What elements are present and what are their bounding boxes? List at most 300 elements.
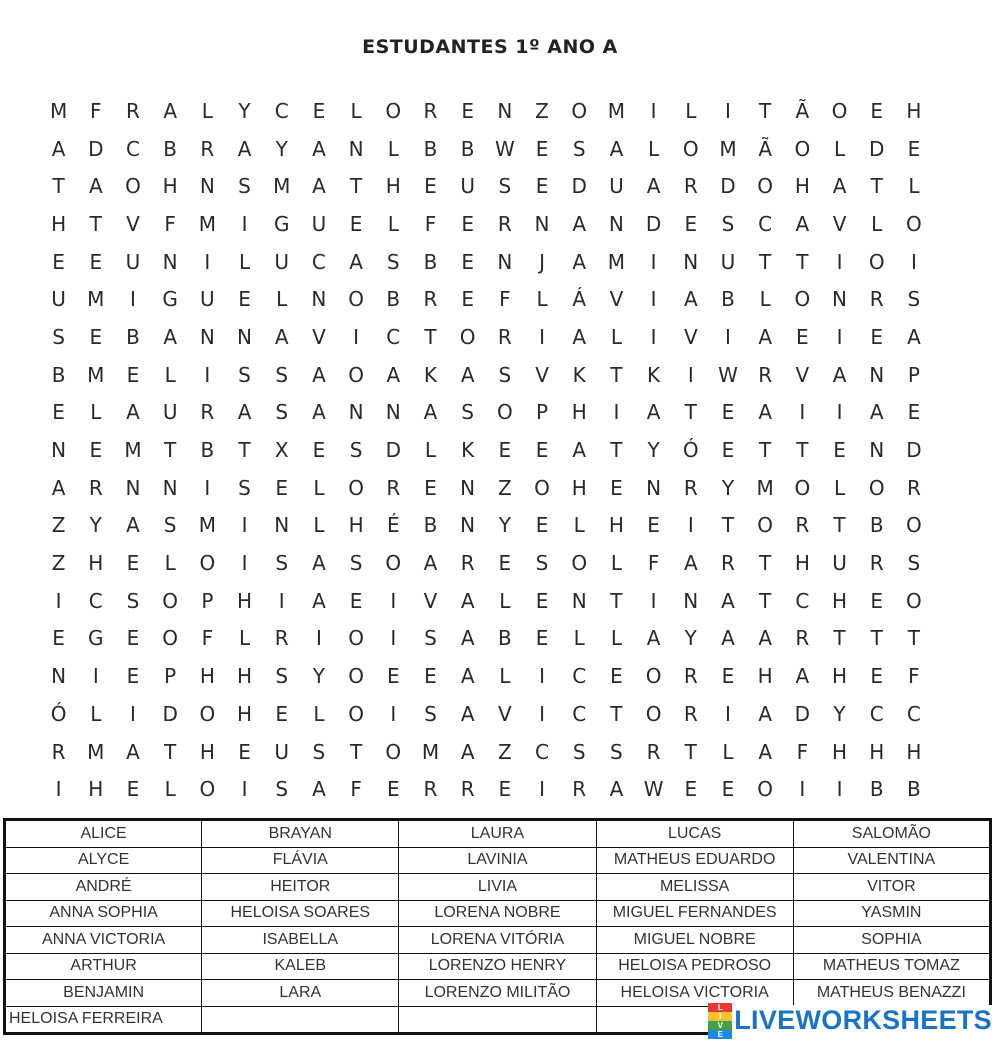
- grid-letter[interactable]: E: [349, 588, 363, 613]
- grid-letter[interactable]: T: [759, 98, 772, 123]
- grid-letter[interactable]: I: [390, 626, 397, 651]
- grid-letter[interactable]: A: [572, 211, 587, 236]
- grid-letter[interactable]: S: [275, 777, 289, 802]
- grid-letter[interactable]: I: [725, 324, 731, 349]
- grid-letter[interactable]: N: [162, 249, 178, 274]
- grid-letter[interactable]: E: [52, 249, 65, 274]
- grid-letter[interactable]: Z: [535, 98, 549, 123]
- grid-letter[interactable]: M: [87, 739, 105, 764]
- grid-letter[interactable]: S: [424, 626, 437, 651]
- grid-letter[interactable]: N: [199, 174, 215, 199]
- grid-letter[interactable]: S: [52, 324, 65, 349]
- grid-letter[interactable]: F: [201, 626, 214, 651]
- grid-letter[interactable]: L: [164, 551, 176, 576]
- grid-letter[interactable]: M: [421, 739, 440, 764]
- grid-letter[interactable]: I: [650, 249, 657, 274]
- grid-letter[interactable]: L: [90, 701, 102, 726]
- grid-letter[interactable]: Ã: [758, 136, 772, 161]
- grid-letter[interactable]: H: [906, 739, 922, 764]
- word-search-grid[interactable]: [40, 92, 933, 808]
- grid-letter[interactable]: Y: [721, 475, 735, 500]
- grid-letter[interactable]: A: [795, 211, 810, 236]
- grid-letter[interactable]: V: [498, 701, 512, 726]
- grid-letter[interactable]: A: [126, 400, 140, 425]
- grid-letter[interactable]: F: [499, 287, 511, 312]
- grid-letter[interactable]: R: [646, 739, 661, 764]
- grid-letter[interactable]: H: [88, 551, 104, 576]
- grid-letter[interactable]: T: [907, 626, 921, 651]
- grid-letter[interactable]: E: [386, 664, 400, 689]
- grid-letter[interactable]: E: [461, 211, 474, 236]
- grid-letter[interactable]: S: [238, 174, 251, 199]
- grid-letter[interactable]: E: [870, 98, 884, 123]
- grid-letter[interactable]: T: [796, 438, 809, 463]
- grid-letter[interactable]: H: [794, 551, 810, 576]
- grid-letter[interactable]: L: [648, 136, 660, 161]
- grid-letter[interactable]: C: [906, 701, 921, 726]
- grid-letter[interactable]: S: [238, 362, 251, 387]
- grid-letter[interactable]: S: [275, 664, 289, 689]
- grid-letter[interactable]: D: [385, 438, 401, 463]
- grid-letter[interactable]: S: [907, 287, 921, 312]
- grid-letter[interactable]: S: [126, 588, 140, 613]
- grid-letter[interactable]: B: [51, 362, 66, 387]
- grid-letter[interactable]: R: [423, 777, 438, 802]
- grid-letter[interactable]: S: [275, 551, 289, 576]
- grid-letter[interactable]: V: [609, 287, 624, 312]
- grid-letter[interactable]: H: [571, 400, 587, 425]
- grid-letter[interactable]: R: [200, 136, 215, 161]
- grid-letter[interactable]: L: [350, 98, 362, 123]
- grid-letter[interactable]: E: [684, 211, 698, 236]
- grid-letter[interactable]: I: [539, 777, 545, 802]
- grid-letter[interactable]: E: [870, 588, 884, 613]
- grid-letter[interactable]: I: [836, 777, 843, 802]
- grid-letter[interactable]: P: [536, 400, 549, 425]
- grid-letter[interactable]: N: [51, 664, 67, 689]
- grid-letter[interactable]: T: [833, 513, 846, 538]
- grid-letter[interactable]: E: [461, 287, 474, 312]
- grid-letter[interactable]: R: [869, 551, 884, 576]
- grid-letter[interactable]: S: [461, 400, 474, 425]
- grid-letter[interactable]: N: [832, 287, 848, 312]
- grid-letter[interactable]: S: [163, 513, 177, 538]
- grid-letter[interactable]: E: [52, 626, 65, 651]
- grid-letter[interactable]: A: [163, 98, 177, 123]
- grid-letter[interactable]: N: [311, 287, 327, 312]
- grid-letter[interactable]: L: [573, 626, 585, 651]
- grid-letter[interactable]: O: [125, 174, 141, 199]
- grid-letter[interactable]: E: [721, 777, 735, 802]
- grid-letter[interactable]: A: [758, 324, 772, 349]
- grid-letter[interactable]: S: [312, 739, 326, 764]
- grid-letter[interactable]: A: [683, 287, 698, 312]
- grid-letter[interactable]: U: [51, 287, 66, 312]
- grid-letter[interactable]: N: [683, 588, 699, 613]
- grid-letter[interactable]: E: [52, 400, 65, 425]
- grid-letter[interactable]: E: [498, 551, 512, 576]
- grid-letter[interactable]: I: [92, 664, 99, 689]
- grid-letter[interactable]: I: [836, 249, 843, 274]
- grid-letter[interactable]: I: [687, 362, 694, 387]
- grid-letter[interactable]: I: [241, 777, 248, 802]
- grid-letter[interactable]: E: [275, 475, 289, 500]
- grid-letter[interactable]: A: [758, 626, 772, 651]
- grid-letter[interactable]: M: [607, 98, 626, 123]
- grid-letter[interactable]: F: [796, 739, 809, 764]
- grid-letter[interactable]: M: [87, 362, 105, 387]
- grid-letter[interactable]: Á: [572, 287, 587, 312]
- grid-letter[interactable]: É: [386, 513, 400, 538]
- grid-letter[interactable]: A: [460, 664, 475, 689]
- grid-letter[interactable]: H: [794, 174, 810, 199]
- grid-letter[interactable]: L: [536, 287, 548, 312]
- grid-letter[interactable]: L: [90, 400, 102, 425]
- grid-letter[interactable]: O: [348, 475, 364, 500]
- grid-letter[interactable]: O: [906, 211, 922, 236]
- grid-letter[interactable]: S: [238, 475, 251, 500]
- grid-letter[interactable]: H: [869, 739, 885, 764]
- grid-letter[interactable]: S: [386, 249, 400, 274]
- grid-letter[interactable]: H: [237, 588, 253, 613]
- grid-letter[interactable]: R: [683, 174, 698, 199]
- grid-letter[interactable]: E: [89, 324, 103, 349]
- grid-letter[interactable]: A: [609, 777, 624, 802]
- grid-letter[interactable]: A: [758, 701, 772, 726]
- grid-letter[interactable]: C: [88, 588, 103, 613]
- grid-letter[interactable]: I: [390, 588, 397, 613]
- grid-letter[interactable]: F: [424, 211, 437, 236]
- grid-letter[interactable]: Ó: [50, 701, 67, 726]
- grid-letter[interactable]: E: [424, 664, 437, 689]
- grid-letter[interactable]: A: [646, 174, 661, 199]
- grid-letter[interactable]: H: [906, 98, 922, 123]
- grid-letter[interactable]: M: [49, 98, 68, 123]
- grid-letter[interactable]: O: [162, 626, 179, 651]
- grid-letter[interactable]: L: [164, 777, 176, 802]
- grid-letter[interactable]: O: [199, 551, 216, 576]
- grid-letter[interactable]: N: [608, 211, 624, 236]
- grid-letter[interactable]: A: [460, 626, 475, 651]
- grid-letter[interactable]: D: [162, 701, 178, 726]
- grid-letter[interactable]: G: [273, 211, 290, 236]
- grid-letter[interactable]: T: [610, 362, 623, 387]
- grid-letter[interactable]: T: [759, 438, 772, 463]
- grid-letter[interactable]: O: [571, 98, 588, 123]
- grid-letter[interactable]: A: [312, 551, 326, 576]
- grid-letter[interactable]: E: [238, 739, 251, 764]
- grid-letter[interactable]: O: [868, 475, 885, 500]
- grid-letter[interactable]: K: [647, 362, 661, 387]
- grid-letter[interactable]: A: [51, 136, 66, 161]
- grid-letter[interactable]: B: [869, 777, 884, 802]
- grid-letter[interactable]: U: [200, 287, 215, 312]
- grid-letter[interactable]: B: [721, 287, 735, 312]
- grid-letter[interactable]: I: [315, 626, 322, 651]
- grid-letter[interactable]: F: [647, 551, 660, 576]
- grid-letter[interactable]: R: [683, 701, 698, 726]
- grid-letter[interactable]: H: [348, 513, 364, 538]
- grid-letter[interactable]: R: [795, 626, 810, 651]
- grid-letter[interactable]: T: [164, 739, 177, 764]
- grid-letter[interactable]: T: [833, 626, 846, 651]
- grid-letter[interactable]: E: [535, 174, 549, 199]
- grid-letter[interactable]: O: [534, 475, 550, 500]
- grid-letter[interactable]: R: [200, 400, 215, 425]
- grid-letter[interactable]: U: [832, 551, 847, 576]
- grid-letter[interactable]: E: [238, 287, 251, 312]
- grid-letter[interactable]: R: [460, 777, 475, 802]
- grid-letter[interactable]: R: [572, 777, 587, 802]
- grid-letter[interactable]: V: [535, 362, 549, 387]
- grid-letter[interactable]: C: [795, 588, 810, 613]
- grid-letter[interactable]: O: [868, 249, 885, 274]
- grid-letter[interactable]: S: [498, 174, 512, 199]
- grid-letter[interactable]: E: [535, 513, 549, 538]
- grid-letter[interactable]: S: [572, 136, 586, 161]
- grid-letter[interactable]: E: [647, 513, 660, 538]
- grid-letter[interactable]: I: [539, 701, 545, 726]
- grid-letter[interactable]: H: [832, 739, 848, 764]
- grid-letter[interactable]: Z: [51, 513, 66, 538]
- grid-letter[interactable]: B: [423, 249, 438, 274]
- grid-letter[interactable]: L: [871, 211, 883, 236]
- grid-letter[interactable]: I: [278, 588, 285, 613]
- grid-letter[interactable]: E: [535, 588, 549, 613]
- grid-letter[interactable]: A: [312, 588, 326, 613]
- grid-letter[interactable]: Y: [684, 626, 697, 651]
- grid-letter[interactable]: C: [572, 701, 587, 726]
- grid-letter[interactable]: T: [759, 588, 772, 613]
- grid-letter[interactable]: T: [610, 701, 623, 726]
- grid-letter[interactable]: W: [643, 777, 664, 802]
- grid-letter[interactable]: Y: [89, 513, 102, 538]
- grid-letter[interactable]: R: [683, 475, 698, 500]
- grid-letter[interactable]: I: [725, 98, 731, 123]
- grid-letter[interactable]: L: [313, 513, 325, 538]
- grid-letter[interactable]: F: [164, 211, 176, 236]
- grid-letter[interactable]: U: [274, 249, 290, 274]
- grid-letter[interactable]: O: [199, 777, 216, 802]
- grid-letter[interactable]: A: [460, 588, 475, 613]
- grid-letter[interactable]: E: [461, 98, 474, 123]
- grid-letter[interactable]: I: [539, 664, 545, 689]
- grid-letter[interactable]: O: [682, 136, 699, 161]
- grid-letter[interactable]: O: [385, 98, 402, 123]
- grid-letter[interactable]: A: [721, 626, 735, 651]
- grid-letter[interactable]: Ó: [682, 438, 699, 463]
- grid-letter[interactable]: V: [795, 362, 810, 387]
- grid-letter[interactable]: A: [312, 174, 326, 199]
- grid-letter[interactable]: T: [52, 174, 65, 199]
- grid-letter[interactable]: E: [126, 362, 140, 387]
- grid-letter[interactable]: O: [348, 362, 364, 387]
- grid-letter[interactable]: A: [832, 174, 847, 199]
- grid-letter[interactable]: O: [348, 701, 364, 726]
- grid-letter[interactable]: L: [313, 475, 325, 500]
- grid-letter[interactable]: E: [498, 777, 512, 802]
- grid-letter[interactable]: R: [906, 475, 921, 500]
- grid-letter[interactable]: R: [88, 475, 103, 500]
- grid-letter[interactable]: M: [273, 174, 291, 199]
- grid-letter[interactable]: R: [126, 98, 140, 123]
- grid-letter[interactable]: D: [906, 438, 922, 463]
- grid-letter[interactable]: A: [869, 400, 884, 425]
- grid-letter[interactable]: I: [204, 249, 211, 274]
- grid-letter[interactable]: E: [721, 664, 735, 689]
- grid-letter[interactable]: R: [274, 626, 289, 651]
- grid-letter[interactable]: E: [89, 249, 103, 274]
- grid-letter[interactable]: I: [799, 400, 806, 425]
- grid-letter[interactable]: I: [836, 400, 843, 425]
- grid-letter[interactable]: O: [645, 701, 662, 726]
- grid-letter[interactable]: V: [683, 324, 698, 349]
- grid-letter[interactable]: L: [610, 324, 622, 349]
- grid-letter[interactable]: T: [870, 626, 883, 651]
- grid-letter[interactable]: G: [162, 287, 178, 312]
- grid-letter[interactable]: E: [535, 626, 549, 651]
- grid-letter[interactable]: R: [869, 287, 884, 312]
- grid-letter[interactable]: A: [460, 739, 475, 764]
- grid-letter[interactable]: A: [609, 136, 624, 161]
- grid-letter[interactable]: N: [51, 438, 67, 463]
- grid-letter[interactable]: L: [833, 136, 846, 161]
- grid-letter[interactable]: N: [646, 475, 662, 500]
- grid-letter[interactable]: N: [497, 249, 513, 274]
- grid-letter[interactable]: A: [274, 324, 289, 349]
- grid-letter[interactable]: L: [424, 438, 437, 463]
- grid-letter[interactable]: E: [386, 777, 400, 802]
- grid-letter[interactable]: Y: [238, 98, 251, 123]
- grid-letter[interactable]: L: [313, 701, 325, 726]
- grid-letter[interactable]: B: [460, 136, 475, 161]
- grid-letter[interactable]: A: [758, 739, 772, 764]
- grid-letter[interactable]: R: [497, 324, 512, 349]
- grid-letter[interactable]: S: [275, 400, 289, 425]
- grid-letter[interactable]: R: [683, 664, 698, 689]
- grid-letter[interactable]: I: [539, 324, 545, 349]
- grid-letter[interactable]: I: [650, 588, 657, 613]
- grid-letter[interactable]: E: [535, 438, 549, 463]
- grid-letter[interactable]: S: [424, 701, 437, 726]
- grid-letter[interactable]: D: [794, 701, 811, 726]
- grid-letter[interactable]: E: [721, 438, 735, 463]
- grid-letter[interactable]: P: [907, 362, 920, 387]
- grid-letter[interactable]: I: [725, 701, 731, 726]
- grid-letter[interactable]: A: [795, 664, 810, 689]
- grid-letter[interactable]: U: [311, 211, 327, 236]
- grid-letter[interactable]: A: [237, 136, 252, 161]
- grid-letter[interactable]: Y: [275, 136, 288, 161]
- grid-letter[interactable]: O: [459, 324, 476, 349]
- grid-letter[interactable]: S: [275, 362, 289, 387]
- grid-letter[interactable]: O: [162, 588, 179, 613]
- grid-letter[interactable]: E: [796, 324, 809, 349]
- grid-letter[interactable]: I: [130, 701, 136, 726]
- grid-letter[interactable]: T: [796, 249, 809, 274]
- grid-letter[interactable]: L: [276, 287, 288, 312]
- grid-letter[interactable]: C: [869, 701, 884, 726]
- grid-letter[interactable]: I: [613, 400, 620, 425]
- grid-letter[interactable]: N: [497, 98, 513, 123]
- grid-letter[interactable]: S: [498, 362, 512, 387]
- grid-letter[interactable]: Z: [51, 551, 66, 576]
- grid-letter[interactable]: E: [126, 551, 140, 576]
- grid-letter[interactable]: E: [126, 626, 140, 651]
- grid-letter[interactable]: A: [349, 249, 363, 274]
- grid-letter[interactable]: U: [125, 249, 141, 274]
- grid-letter[interactable]: R: [721, 551, 735, 576]
- grid-letter[interactable]: B: [907, 777, 921, 802]
- grid-letter[interactable]: N: [534, 211, 550, 236]
- grid-letter[interactable]: A: [423, 400, 438, 425]
- grid-letter[interactable]: M: [719, 136, 737, 161]
- grid-letter[interactable]: M: [124, 438, 142, 463]
- grid-letter[interactable]: S: [349, 438, 363, 463]
- grid-letter[interactable]: B: [497, 626, 512, 651]
- grid-letter[interactable]: O: [348, 664, 364, 689]
- grid-letter[interactable]: O: [794, 287, 811, 312]
- grid-letter[interactable]: O: [645, 664, 662, 689]
- grid-letter[interactable]: C: [311, 249, 326, 274]
- grid-letter[interactable]: C: [386, 324, 401, 349]
- grid-letter[interactable]: E: [907, 400, 921, 425]
- grid-letter[interactable]: B: [869, 513, 884, 538]
- grid-letter[interactable]: H: [608, 513, 624, 538]
- grid-letter[interactable]: E: [424, 475, 437, 500]
- grid-letter[interactable]: I: [910, 249, 917, 274]
- grid-letter[interactable]: I: [130, 287, 136, 312]
- grid-letter[interactable]: O: [385, 551, 402, 576]
- grid-letter[interactable]: L: [164, 362, 176, 387]
- grid-letter[interactable]: A: [832, 362, 847, 387]
- grid-letter[interactable]: S: [349, 551, 363, 576]
- grid-letter[interactable]: L: [238, 626, 251, 651]
- grid-letter[interactable]: E: [275, 701, 289, 726]
- grid-letter[interactable]: L: [610, 551, 622, 576]
- grid-letter[interactable]: L: [201, 98, 213, 123]
- grid-letter[interactable]: A: [126, 513, 140, 538]
- grid-letter[interactable]: O: [496, 400, 513, 425]
- grid-letter[interactable]: B: [423, 513, 438, 538]
- grid-letter[interactable]: Z: [497, 739, 512, 764]
- grid-letter[interactable]: O: [348, 287, 364, 312]
- grid-letter[interactable]: V: [126, 211, 140, 236]
- grid-letter[interactable]: R: [51, 739, 66, 764]
- grid-letter[interactable]: S: [535, 551, 549, 576]
- grid-letter[interactable]: L: [238, 249, 251, 274]
- grid-letter[interactable]: C: [535, 739, 550, 764]
- grid-letter[interactable]: H: [571, 475, 587, 500]
- grid-letter[interactable]: L: [833, 475, 846, 500]
- grid-letter[interactable]: N: [237, 324, 253, 349]
- grid-letter[interactable]: N: [348, 136, 364, 161]
- grid-letter[interactable]: U: [609, 174, 624, 199]
- grid-letter[interactable]: D: [645, 211, 662, 236]
- grid-letter[interactable]: A: [312, 136, 326, 161]
- grid-letter[interactable]: R: [386, 475, 401, 500]
- grid-letter[interactable]: T: [721, 513, 735, 538]
- grid-letter[interactable]: A: [572, 249, 587, 274]
- grid-letter[interactable]: T: [89, 211, 102, 236]
- grid-letter[interactable]: D: [720, 174, 736, 199]
- grid-letter[interactable]: N: [460, 475, 476, 500]
- grid-letter[interactable]: Y: [647, 438, 660, 463]
- grid-letter[interactable]: A: [646, 400, 661, 425]
- grid-letter[interactable]: U: [162, 400, 178, 425]
- grid-letter[interactable]: A: [163, 324, 177, 349]
- grid-letter[interactable]: E: [424, 174, 437, 199]
